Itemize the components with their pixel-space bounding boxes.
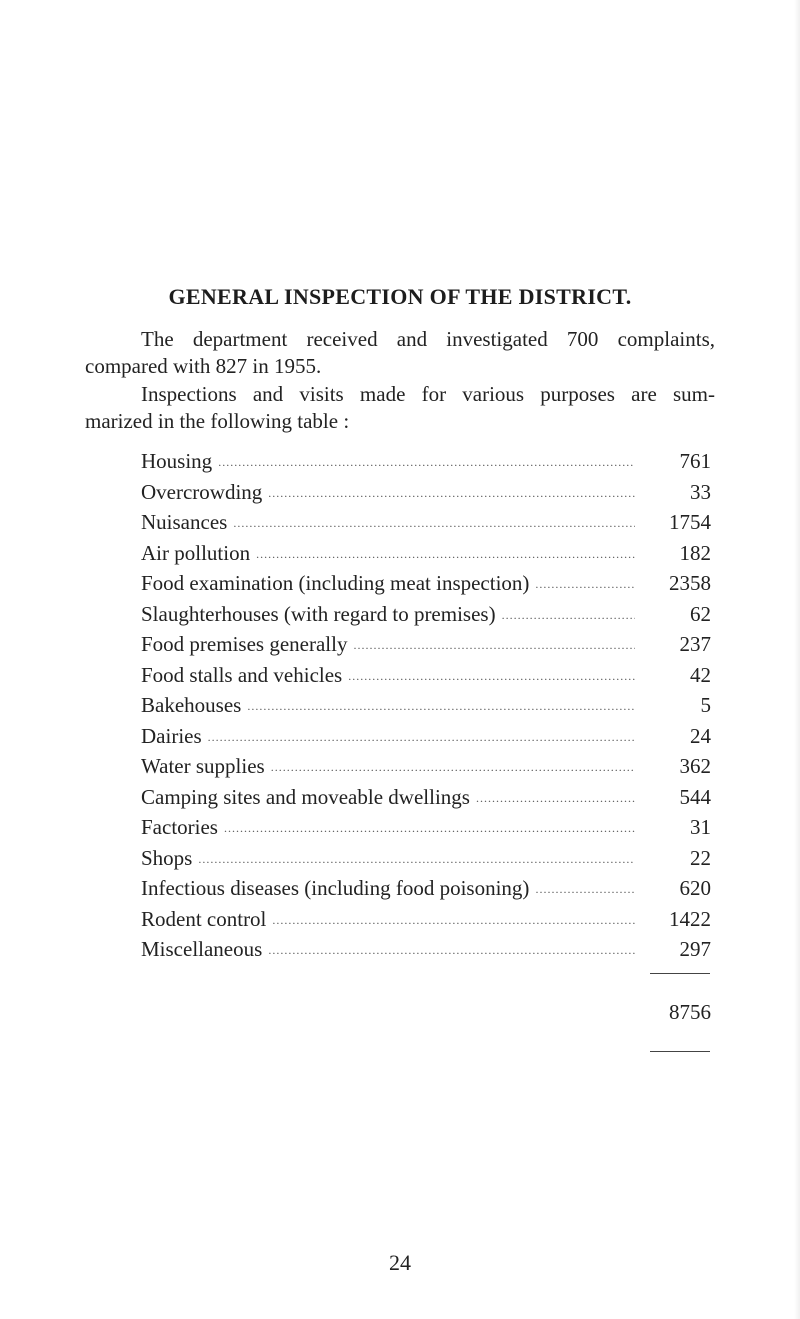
row-label: Shops xyxy=(141,845,193,870)
row-value: 31 xyxy=(690,815,711,839)
row-label: Infectious diseases (including food poisoning) xyxy=(141,876,530,900)
dot-leader xyxy=(233,508,635,538)
row-label: Camping sites and moveable dwellings xyxy=(141,784,470,809)
dot-leader xyxy=(348,661,635,691)
table-row xyxy=(141,934,711,965)
dot-leader xyxy=(198,844,635,874)
table-row xyxy=(141,812,711,843)
table-row xyxy=(141,660,711,691)
table-row xyxy=(141,446,711,477)
paragraph-line: compared with 827 in 1955. xyxy=(85,354,322,378)
row-value: 2358 xyxy=(669,571,711,595)
row-value: 297 xyxy=(679,937,711,961)
row-value: 620 xyxy=(679,876,711,900)
row-value: 362 xyxy=(679,754,711,778)
row-label: Overcrowding xyxy=(141,479,263,504)
row-value: 5 xyxy=(700,693,711,717)
page-number: 24 xyxy=(389,1250,411,1275)
table-row xyxy=(141,721,711,752)
row-label: Water supplies xyxy=(141,754,265,778)
dot-leader xyxy=(208,722,635,752)
dot-leader xyxy=(502,600,635,630)
dot-leader xyxy=(535,569,635,599)
dot-leader xyxy=(535,874,635,904)
row-label: Air pollution xyxy=(141,540,251,565)
row-label: Food stalls and vehicles xyxy=(141,662,343,687)
row-value: 1422 xyxy=(669,906,711,931)
table-total: 8756 xyxy=(669,1000,711,1024)
dot-leader xyxy=(247,691,635,721)
row-label: Food examination (including meat inspection) xyxy=(141,571,530,595)
row-label: Bakehouses xyxy=(141,693,242,717)
row-label: Rodent control xyxy=(141,906,267,931)
table-row xyxy=(141,782,711,813)
table-row xyxy=(141,629,711,660)
dot-leader xyxy=(268,935,635,965)
inspection-table xyxy=(141,446,711,965)
row-value: 182 xyxy=(679,540,711,565)
row-label: Slaughterhouses (with regard to premises) xyxy=(141,601,496,626)
dot-leader xyxy=(256,539,635,569)
row-value: 761 xyxy=(679,449,711,473)
inspections-paragraph xyxy=(85,381,715,435)
dot-leader xyxy=(272,905,635,935)
total-rule-bottom xyxy=(650,1051,710,1052)
paragraph-line: marized in the following table : xyxy=(85,409,350,433)
table-row xyxy=(141,507,711,538)
row-label: Miscellaneous xyxy=(141,937,263,961)
table-row xyxy=(141,751,711,782)
dot-leader xyxy=(476,783,635,813)
table-row xyxy=(141,568,711,599)
table-row xyxy=(141,599,711,630)
dot-leader xyxy=(268,478,635,508)
table-row xyxy=(141,843,711,874)
row-label: Nuisances xyxy=(141,510,228,534)
section-heading: GENERAL INSPECTION OF THE DISTRICT. xyxy=(168,284,632,309)
row-value: 1754 xyxy=(669,510,711,534)
paragraph-line: The department received and investigated 700 complaints, xyxy=(141,327,715,351)
row-value: 22 xyxy=(690,845,711,870)
row-label: Dairies xyxy=(141,723,202,748)
row-value: 33 xyxy=(690,479,711,504)
row-value: 544 xyxy=(679,784,711,809)
row-label: Food premises generally xyxy=(141,632,348,656)
table-row xyxy=(141,477,711,508)
row-value: 24 xyxy=(690,723,711,748)
dot-leader xyxy=(271,752,635,782)
row-value: 237 xyxy=(679,632,711,656)
table-row xyxy=(141,538,711,569)
table-row xyxy=(141,690,711,721)
row-value: 62 xyxy=(690,601,711,626)
row-label: Factories xyxy=(141,815,218,839)
dot-leader xyxy=(353,630,635,660)
row-label: Housing xyxy=(141,449,213,473)
total-rule-top xyxy=(650,973,710,974)
dot-leader xyxy=(224,813,635,843)
page-edge-shadow xyxy=(794,0,800,1319)
row-value: 42 xyxy=(690,662,711,687)
paragraph-line: Inspections and visits made for various purposes are sum- xyxy=(141,382,715,406)
table-row xyxy=(141,873,711,904)
dot-leader xyxy=(218,447,635,477)
complaints-paragraph xyxy=(85,326,715,380)
table-row xyxy=(141,904,711,935)
